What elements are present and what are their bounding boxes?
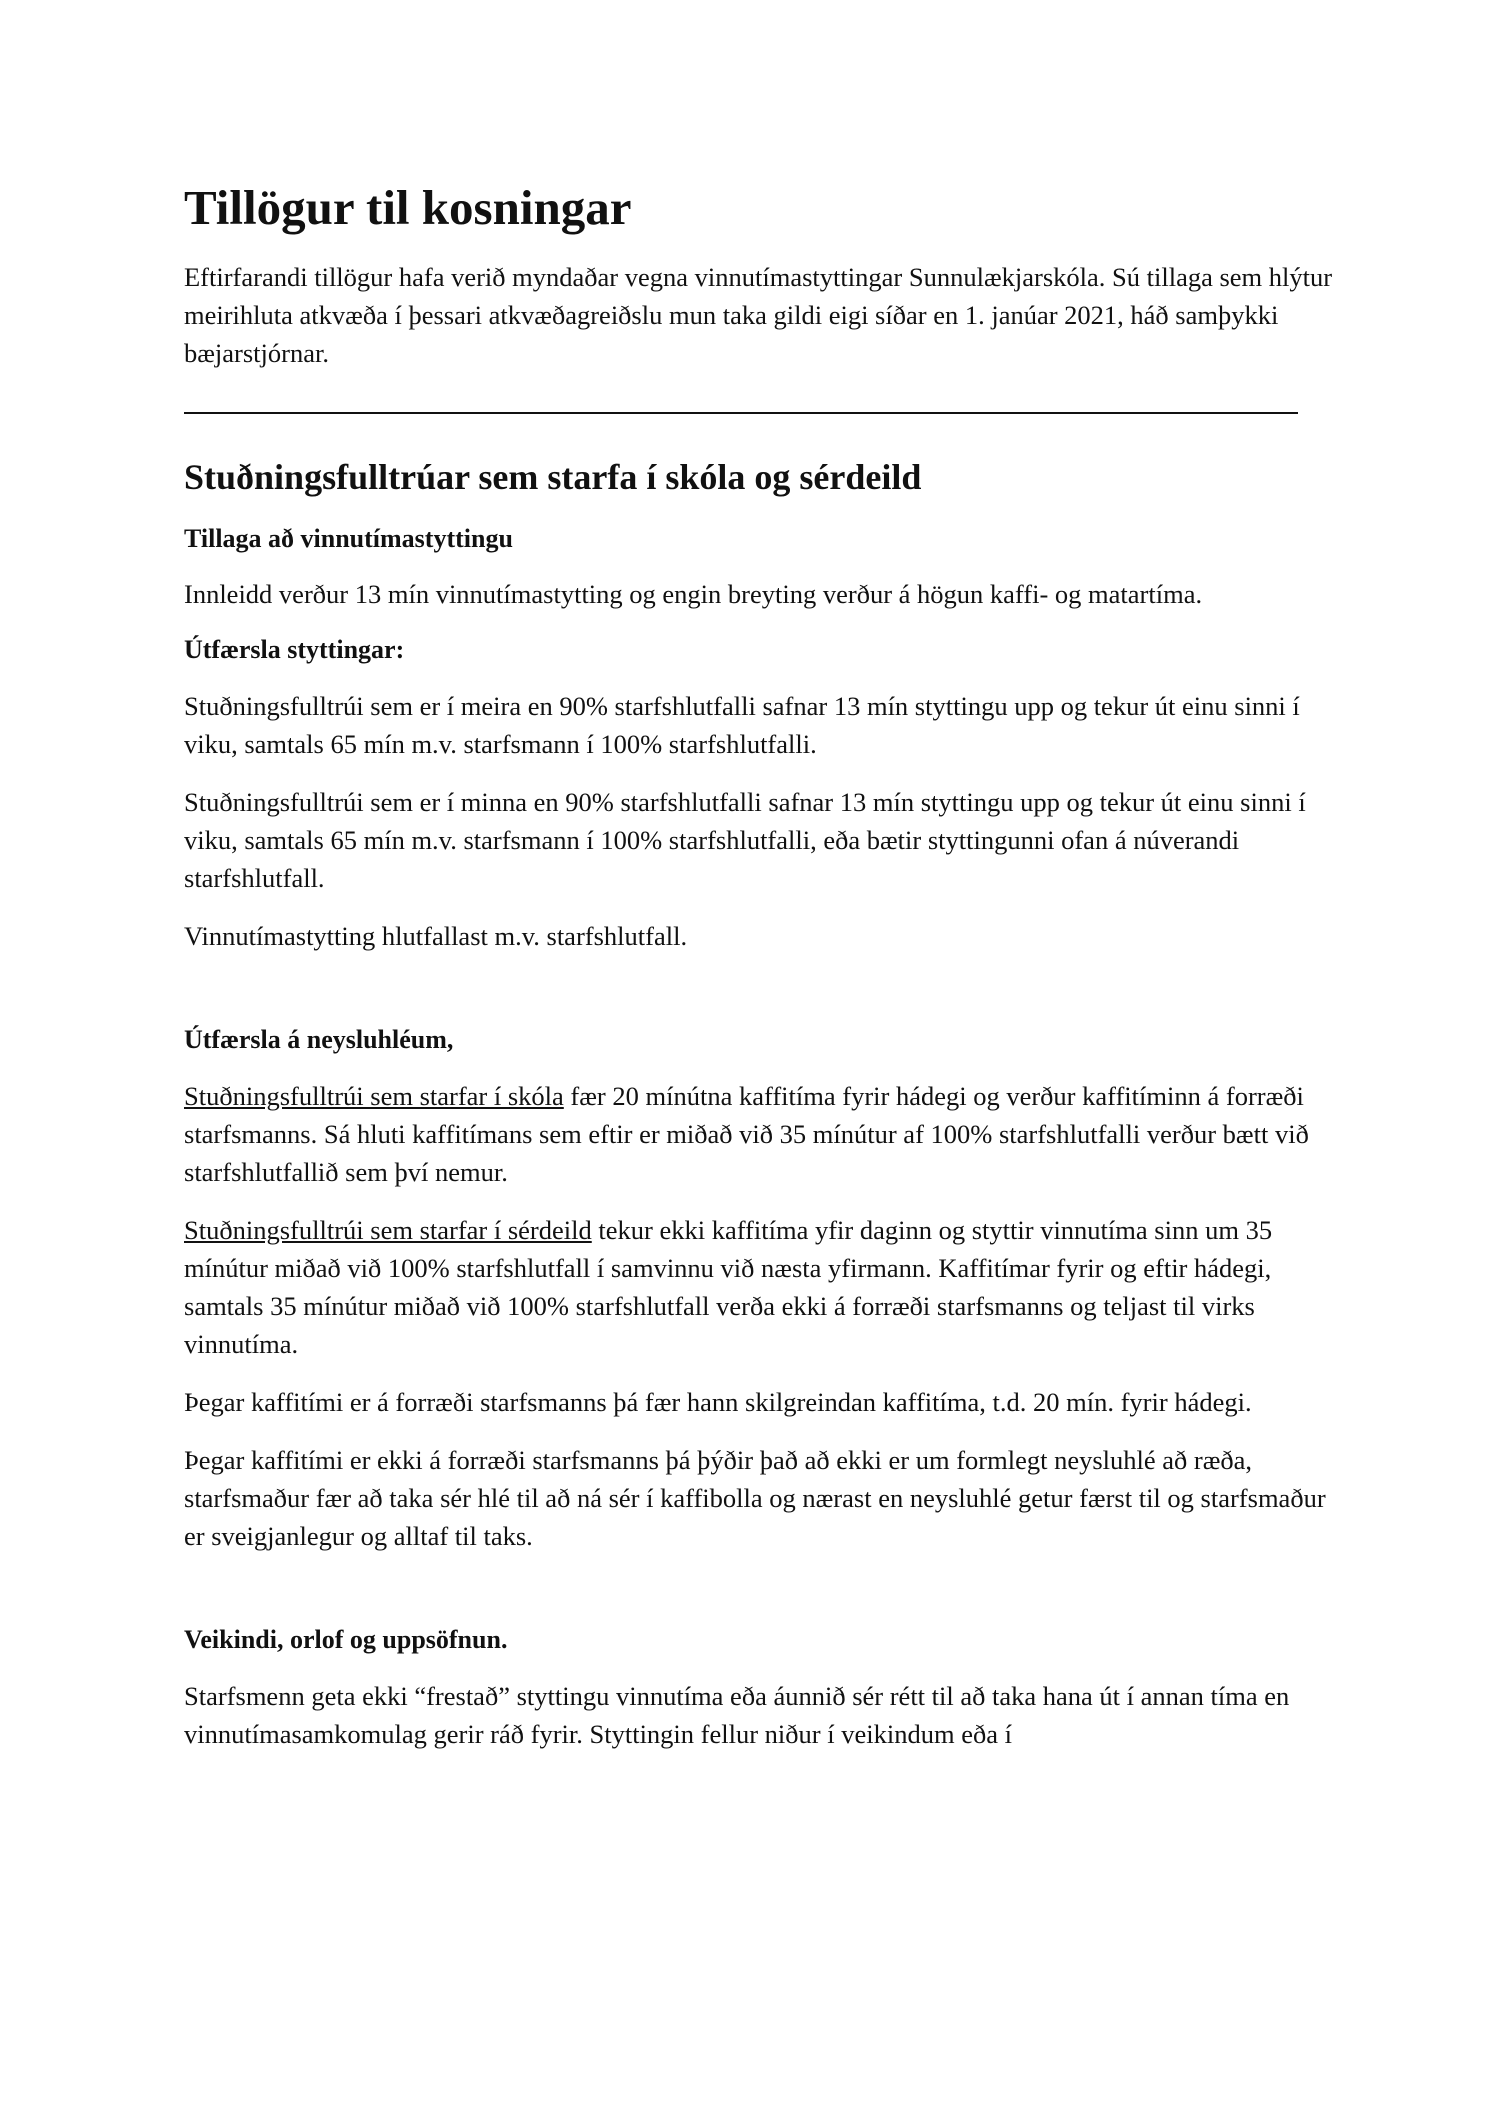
intro-paragraph: Eftirfarandi tillögur hafa verið myndaðar vegna vinnutímastyttingar Sunnulækjarskóla. Sú tillaga sem hlýtur meirihluta atkvæða í þessari atkvæðagreiðslu mun taka gildi eigi síðar en 1. janúar 2021, háð samþykki bæjarstjórnar.	[184, 262, 1333, 369]
horizontal-divider	[184, 412, 1298, 414]
document-page	[184, 180, 1334, 1773]
breaks-paragraph-4: Þegar kaffitími er ekki á forræði starfsmanns þá þýðir það að ekki er um formlegt neysluhlé að ræða, starfsmaður fær að taka sér hlé til að ná sér í kaffibolla og nærast en neysluhlé getur færst til og starfsmaður er sveigjanlegur og alltaf til taks.	[184, 1444, 1326, 1551]
section-spacer-2	[184, 1575, 1334, 1623]
section-spacer	[184, 975, 1334, 1023]
breaks-heading: Útfærsla á neysluhléum,	[184, 1025, 454, 1055]
proposal-paragraph: Innleidd verður 13 mín vinnutímastytting og engin breyting verður á högun kaffi- og matartíma.	[184, 579, 1203, 610]
leave-heading: Veikindi, orlof og uppsöfnun.	[184, 1624, 508, 1654]
school-role-text: fær 20 mínútna kaffitíma fyrir hádegi og verður kaffitíminn á forræði starfsmanns. Sá hluti kaffitímans sem eftir er miðað við 35 mínútur af 100% starfshlutfalli verður bætt við starfshlutfallið sem því nemur.	[184, 1080, 1309, 1187]
breaks-school-paragraph	[184, 1077, 1334, 1191]
document-title: Tillögur til kosningar	[184, 180, 632, 235]
implementation-paragraph-2: Stuðningsfulltrúi sem er í minna en 90% starfshlutfalli safnar 13 mín styttingu upp og tekur út einu sinni í viku, samtals 65 mín m.v. starfsmann í 100% starfshlutfalli, eða bætir styttingunni ofan á núverandi starfshlutfall.	[184, 787, 1306, 894]
school-role-underlined: Stuðningsfulltrúi sem starfar í skóla	[184, 1080, 564, 1111]
implementation-paragraph-1: Stuðningsfulltrúi sem er í meira en 90% starfshlutfalli safnar 13 mín styttingu upp og tekur út einu sinni í viku, samtals 65 mín m.v. starfsmann í 100% starfshlutfalli.	[184, 691, 1300, 760]
implementation-heading: Útfærsla styttingar:	[184, 635, 405, 665]
special-role-text: tekur ekki kaffitíma yfir daginn og styttir vinnutíma sinn um 35 mínútur miðað við 100% starfshlutfall í samvinnu við næsta yfirmann. Kaffitímar fyrir og eftir hádegi, samtals 35 mínútur miðað við 100% starfshlutfall verða ekki á forræði starfsmanns og teljast til virks vinnutíma.	[184, 1214, 1273, 1359]
implementation-paragraph-3: Vinnutímastytting hlutfallast m.v. starfshlutfall.	[184, 921, 688, 952]
proposal-heading: Tillaga að vinnutímastyttingu	[184, 523, 513, 553]
leave-paragraph: Starfsmenn geta ekki “frestað” styttingu vinnutíma eða áunnið sér rétt til að taka hana út í annan tíma en vinnutímasamkomulag gerir ráð fyrir. Styttingin fellur niður í veikindum eða í	[184, 1680, 1290, 1749]
special-role-underlined: Stuðningsfulltrúi sem starfar í sérdeild	[184, 1214, 592, 1245]
breaks-special-paragraph	[184, 1211, 1334, 1363]
section-title: Stuðningsfulltrúar sem starfa í skóla og sérdeild	[184, 457, 922, 498]
breaks-paragraph-3: Þegar kaffitími er á forræði starfsmanns þá fær hann skilgreindan kaffitíma, t.d. 20 mín. fyrir hádegi.	[184, 1386, 1252, 1417]
